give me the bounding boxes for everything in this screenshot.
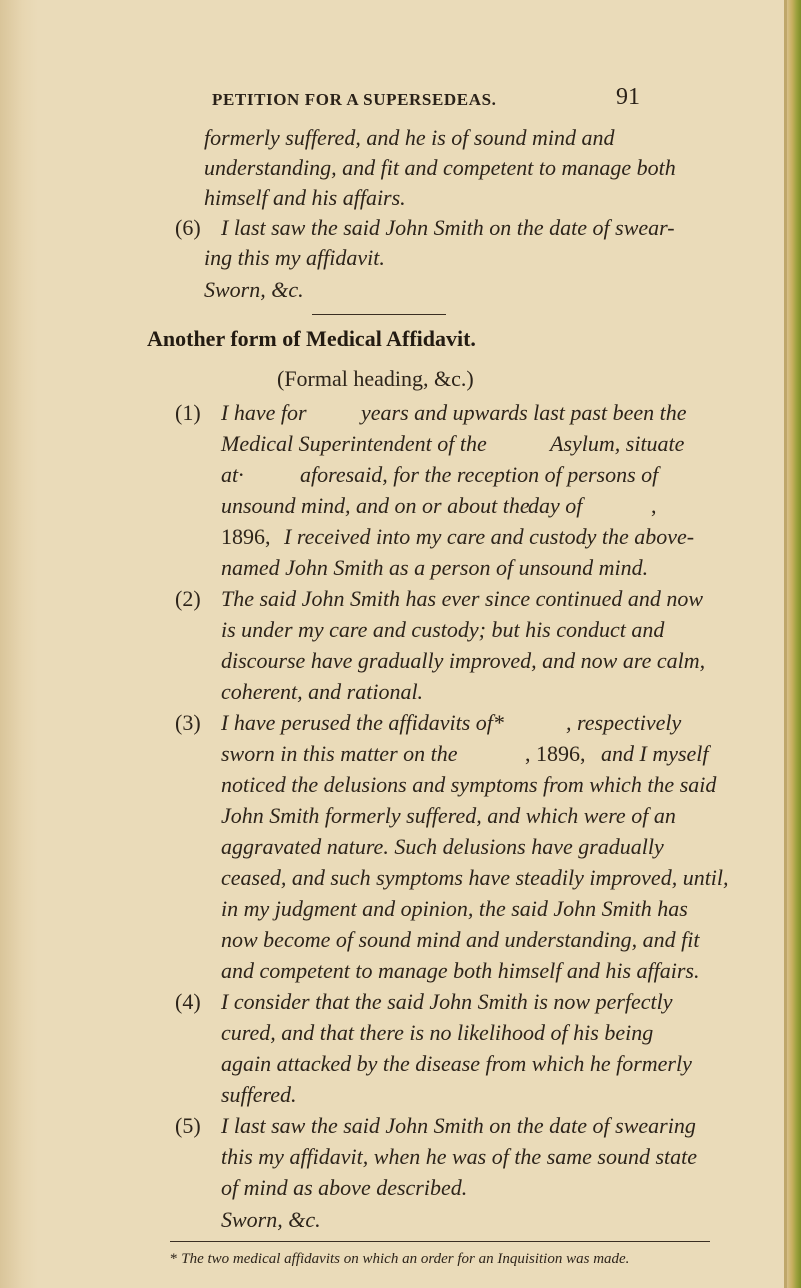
text-line: I have perused the affidavits of* (221, 710, 504, 735)
text-line: I received into my care and custody the above- (284, 524, 695, 549)
text-line: years and upwards last past been the (361, 400, 687, 425)
text-line: noticed the delusions and symptoms from which the said (221, 772, 717, 797)
text-line: aforesaid, for the reception of persons of (300, 462, 659, 487)
text-line: is under my care and custody; but his conduct and (221, 617, 665, 642)
text-line: unsound mind, and on or about the (221, 493, 530, 518)
text-line: in my judgment and opinion, the said John Smith has (221, 896, 688, 921)
text-line: aggravated nature. Such delusions have gradually (221, 834, 664, 859)
text-line: suffered. (221, 1082, 297, 1107)
text-line: Asylum, situate (550, 431, 685, 456)
paragraph-number: (6) (175, 215, 201, 240)
paragraph-number: (2) (175, 586, 201, 611)
text-line: again attacked by the disease from which he formerly (221, 1051, 692, 1076)
text-line: named John Smith as a person of unsound mind. (221, 555, 649, 580)
text-line: I have for (221, 400, 307, 425)
text-line: now become of sound mind and understanding, and fit (221, 927, 700, 952)
text-line: Medical Superintendent of the (221, 431, 487, 456)
paragraph-number: (3) (175, 710, 201, 735)
text-line: this my affidavit, when he was of the same sound state (221, 1144, 698, 1169)
footnote-text: The two medical affidavits on which an order for an Inquisition was made. (181, 1251, 630, 1267)
text-line: The said John Smith has ever since continued and now (221, 586, 704, 611)
paragraph-number: (1) (175, 400, 201, 425)
text-line: ceased, and such symptoms have steadily improved, until, (221, 865, 729, 890)
footnote-marker: * (170, 1251, 178, 1267)
section-heading: Another form of Medical Affidavit. (147, 326, 476, 351)
text-line: John Smith formerly suffered, and which were of an (221, 803, 676, 828)
text-line: I last saw the said John Smith on the date of swearing (221, 1113, 696, 1138)
text-line: day of (528, 493, 583, 518)
sworn-line: Sworn, &c. (221, 1207, 321, 1232)
text-line: cured, and that there is no likelihood of his being (221, 1020, 654, 1045)
footnote (170, 1251, 629, 1268)
text-line: I last saw the said John Smith on the date of swear- (221, 215, 675, 240)
text-line: , 1896, (525, 741, 586, 766)
section-divider (312, 314, 446, 315)
sworn-line: Sworn, &c. (204, 277, 304, 302)
text-line: and competent to manage both himself and his affairs. (221, 958, 700, 983)
text-line: at· (221, 462, 244, 487)
text-line: , (651, 493, 657, 518)
text-line: and I myself (601, 741, 709, 766)
text-line: , respectively (566, 710, 682, 735)
text-line: I consider that the said John Smith is now perfectly (221, 989, 673, 1014)
text-line: 1896, (221, 524, 271, 549)
page-number: 91 (616, 84, 640, 110)
text-line: himself and his affairs. (204, 185, 406, 210)
text-line: ing this my affidavit. (204, 245, 385, 270)
text-line: sworn in this matter on the (221, 741, 458, 766)
running-head: PETITION FOR A SUPERSEDEAS. (212, 90, 497, 109)
text-line: of mind as above described. (221, 1175, 468, 1200)
text-line: formerly suffered, and he is of sound mind and (204, 125, 615, 150)
text-line: discourse have gradually improved, and now are calm, (221, 648, 706, 673)
footnote-rule (170, 1241, 710, 1242)
text-line: coherent, and rational. (221, 679, 424, 704)
formal-heading: (Formal heading, &c.) (277, 366, 474, 391)
text-line: understanding, and fit and competent to manage both (204, 155, 676, 180)
paragraph-number: (4) (175, 989, 201, 1014)
paragraph-number: (5) (175, 1113, 201, 1138)
